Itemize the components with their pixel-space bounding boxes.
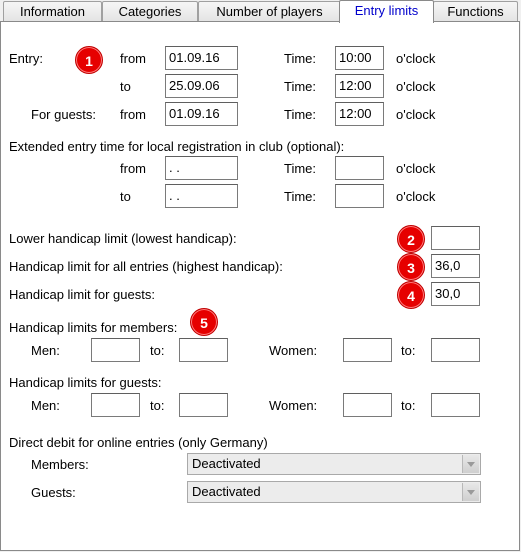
tab-entry-limits[interactable]: Entry limits	[339, 0, 434, 23]
guests-oclock-label: o'clock	[396, 107, 436, 122]
debit-guests-value: Deactivated	[192, 484, 261, 499]
all-entries-handicap-label: Handicap limit for all entries (highest handicap):	[9, 259, 283, 274]
entry-from-time-input[interactable]: 10:00	[335, 46, 384, 70]
extended-to-label: to	[120, 189, 131, 204]
direct-debit-heading: Direct debit for online entries (only Germany)	[9, 435, 268, 450]
tab-information[interactable]: Information	[3, 1, 102, 22]
debit-guests-select[interactable]	[187, 481, 481, 503]
callout-badge-1: 1	[75, 46, 103, 74]
callout-badge-2: 2	[397, 225, 425, 253]
entry-to-time-label: Time:	[284, 79, 317, 94]
extended-to-oclock-label: o'clock	[396, 189, 436, 204]
extended-to-time-label: Time:	[284, 189, 317, 204]
debit-guests-label: Guests:	[31, 485, 76, 500]
members-men-to-label: to:	[150, 343, 165, 358]
members-men-from-input[interactable]	[91, 338, 140, 362]
guests-women-label: Women:	[269, 398, 318, 413]
guests-men-to-label: to:	[150, 398, 165, 413]
members-men-to-input[interactable]	[179, 338, 228, 362]
guests-men-from-input[interactable]	[91, 393, 140, 417]
guests-women-from-input[interactable]	[343, 393, 392, 417]
guests-time-input[interactable]: 12:00	[335, 102, 384, 126]
extended-from-time-label: Time:	[284, 161, 317, 176]
tab-functions[interactable]: Functions	[433, 1, 518, 22]
guests-from-label: from	[120, 107, 146, 122]
entry-to-label: to	[120, 79, 131, 94]
guests-women-to-label: to:	[401, 398, 416, 413]
guests-women-to-input[interactable]	[431, 393, 480, 417]
extended-from-oclock-label: o'clock	[396, 161, 436, 176]
members-limits-heading: Handicap limits for members:	[9, 320, 178, 335]
guests-limits-heading: Handicap limits for guests:	[9, 375, 162, 390]
members-women-to-label: to:	[401, 343, 416, 358]
debit-members-value: Deactivated	[192, 456, 261, 471]
lower-handicap-input[interactable]	[431, 226, 480, 250]
callout-badge-4: 4	[397, 281, 425, 309]
entry-to-time-input[interactable]: 12:00	[335, 74, 384, 98]
chevron-down-icon[interactable]	[462, 455, 479, 473]
all-entries-handicap-input[interactable]: 36,0	[431, 254, 480, 278]
tab-bar	[0, 0, 521, 22]
guests-men-label: Men:	[31, 398, 60, 413]
callout-badge-3: 3	[397, 253, 425, 281]
callout-badge-5: 5	[190, 308, 218, 336]
extended-from-date-input[interactable]: . .	[165, 156, 238, 180]
entry-from-oclock-label: o'clock	[396, 51, 436, 66]
lower-handicap-label: Lower handicap limit (lowest handicap):	[9, 231, 237, 246]
debit-members-select[interactable]	[187, 453, 481, 475]
extended-from-time-input[interactable]	[335, 156, 384, 180]
members-women-to-input[interactable]	[431, 338, 480, 362]
extended-entry-heading: Extended entry time for local registration in club (optional):	[9, 139, 345, 154]
guests-from-date-input[interactable]: 01.09.16	[165, 102, 238, 126]
extended-from-label: from	[120, 161, 146, 176]
guests-handicap-input[interactable]: 30,0	[431, 282, 480, 306]
extended-to-date-input[interactable]: . .	[165, 184, 238, 208]
tab-number-of-players[interactable]: Number of players	[198, 1, 341, 22]
debit-members-label: Members:	[31, 457, 89, 472]
guests-men-to-input[interactable]	[179, 393, 228, 417]
entry-from-date-input[interactable]: 01.09.16	[165, 46, 238, 70]
guests-entry-label: For guests:	[31, 107, 97, 122]
entry-from-time-label: Time:	[284, 51, 317, 66]
members-women-label: Women:	[269, 343, 318, 358]
tab-categories[interactable]: Categories	[102, 1, 198, 22]
extended-to-time-input[interactable]	[335, 184, 384, 208]
entry-to-date-input[interactable]: 25.09.06	[165, 74, 238, 98]
entry-to-oclock-label: o'clock	[396, 79, 436, 94]
members-women-from-input[interactable]	[343, 338, 392, 362]
guests-time-label: Time:	[284, 107, 317, 122]
guests-handicap-label: Handicap limit for guests:	[9, 287, 155, 302]
entry-label: Entry:	[9, 51, 43, 66]
entry-from-label: from	[120, 51, 146, 66]
members-men-label: Men:	[31, 343, 60, 358]
chevron-down-icon[interactable]	[462, 483, 479, 501]
